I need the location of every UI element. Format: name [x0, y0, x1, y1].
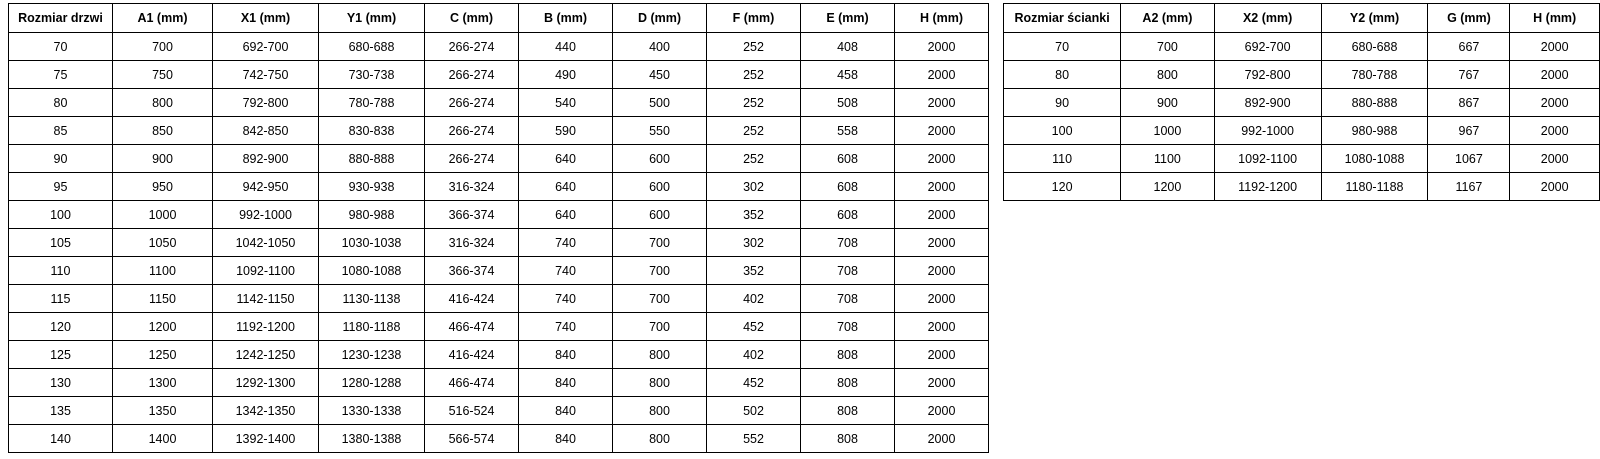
walls-column-header: X2 (mm)	[1214, 4, 1321, 33]
table-cell: 266-274	[425, 117, 519, 145]
table-cell: 540	[519, 89, 613, 117]
walls-column-header: Y2 (mm)	[1321, 4, 1428, 33]
table-cell: 366-374	[425, 201, 519, 229]
table-cell: 1080-1088	[319, 257, 425, 285]
table-cell: 808	[801, 369, 895, 397]
table-cell: 266-274	[425, 89, 519, 117]
table-cell: 808	[801, 341, 895, 369]
table-cell: 850	[113, 117, 213, 145]
table-cell: 700	[113, 33, 213, 61]
table-row	[1004, 33, 1600, 61]
table-cell: 1000	[113, 201, 213, 229]
table-cell: 1350	[113, 397, 213, 425]
table-cell: 402	[707, 341, 801, 369]
table-cell: 880-888	[319, 145, 425, 173]
table-cell: 508	[801, 89, 895, 117]
table-cell: 266-274	[425, 61, 519, 89]
table-cell: 252	[707, 33, 801, 61]
table-cell: 558	[801, 117, 895, 145]
table-cell: 1392-1400	[213, 425, 319, 453]
table-cell: 366-374	[425, 257, 519, 285]
table-cell: 680-688	[319, 33, 425, 61]
table-cell: 2000	[895, 117, 989, 145]
table-cell: 900	[113, 145, 213, 173]
table-cell: 780-788	[1321, 61, 1428, 89]
table-cell: 950	[113, 173, 213, 201]
table-cell: 1142-1150	[213, 285, 319, 313]
table-cell: 808	[801, 425, 895, 453]
table-cell: 1100	[1121, 145, 1214, 173]
table-cell: 120	[9, 313, 113, 341]
table-cell: 840	[519, 425, 613, 453]
table-cell: 316-324	[425, 229, 519, 257]
doors-column-header: E (mm)	[801, 4, 895, 33]
table-cell: 680-688	[1321, 33, 1428, 61]
table-cell: 452	[707, 369, 801, 397]
table-cell: 1150	[113, 285, 213, 313]
table-cell: 140	[9, 425, 113, 453]
table-cell: 800	[113, 89, 213, 117]
table-cell: 1130-1138	[319, 285, 425, 313]
table-cell: 780-788	[319, 89, 425, 117]
table-row	[9, 61, 989, 89]
table-cell: 1292-1300	[213, 369, 319, 397]
table-cell: 80	[1004, 61, 1121, 89]
table-cell: 316-324	[425, 173, 519, 201]
table-cell: 842-850	[213, 117, 319, 145]
table-cell: 135	[9, 397, 113, 425]
table-cell: 105	[9, 229, 113, 257]
table-cell: 352	[707, 257, 801, 285]
table-cell: 830-838	[319, 117, 425, 145]
table-cell: 1192-1200	[1214, 173, 1321, 201]
table-cell: 892-900	[1214, 89, 1321, 117]
table-cell: 70	[1004, 33, 1121, 61]
table-cell: 980-988	[1321, 117, 1428, 145]
table-cell: 302	[707, 229, 801, 257]
table-cell: 1030-1038	[319, 229, 425, 257]
table-cell: 2000	[895, 89, 989, 117]
table-cell: 608	[801, 173, 895, 201]
table-cell: 2000	[895, 369, 989, 397]
table-cell: 980-988	[319, 201, 425, 229]
walls-column-header: Rozmiar ścianki	[1004, 4, 1121, 33]
table-cell: 490	[519, 61, 613, 89]
table-cell: 800	[613, 369, 707, 397]
walls-column-header: H (mm)	[1510, 4, 1600, 33]
doors-column-header: Rozmiar drzwi	[9, 4, 113, 33]
table-cell: 1200	[113, 313, 213, 341]
table-cell: 2000	[1510, 173, 1600, 201]
table-cell: 708	[801, 285, 895, 313]
table-cell: 252	[707, 89, 801, 117]
table-cell: 2000	[1510, 145, 1600, 173]
table-row	[9, 117, 989, 145]
table-cell: 708	[801, 313, 895, 341]
table-cell: 700	[1121, 33, 1214, 61]
table-cell: 740	[519, 257, 613, 285]
table-cell: 1000	[1121, 117, 1214, 145]
table-cell: 408	[801, 33, 895, 61]
table-cell: 892-900	[213, 145, 319, 173]
table-cell: 1042-1050	[213, 229, 319, 257]
table-row	[9, 145, 989, 173]
table-cell: 1167	[1428, 173, 1510, 201]
table-cell: 708	[801, 257, 895, 285]
table-cell: 792-800	[1214, 61, 1321, 89]
table-cell: 566-574	[425, 425, 519, 453]
table-cell: 500	[613, 89, 707, 117]
table-cell: 2000	[895, 201, 989, 229]
table-cell: 692-700	[1214, 33, 1321, 61]
table-cell: 992-1000	[213, 201, 319, 229]
table-cell: 502	[707, 397, 801, 425]
table-cell: 2000	[1510, 33, 1600, 61]
doors-column-header: Y1 (mm)	[319, 4, 425, 33]
table-cell: 700	[613, 229, 707, 257]
table-cell: 840	[519, 369, 613, 397]
table-row	[1004, 145, 1600, 173]
table-cell: 2000	[895, 285, 989, 313]
table-cell: 590	[519, 117, 613, 145]
table-cell: 1180-1188	[319, 313, 425, 341]
table-cell: 400	[613, 33, 707, 61]
table-cell: 466-474	[425, 369, 519, 397]
table-cell: 600	[613, 145, 707, 173]
table-cell: 1280-1288	[319, 369, 425, 397]
table-cell: 1080-1088	[1321, 145, 1428, 173]
table-row	[9, 89, 989, 117]
table-cell: 692-700	[213, 33, 319, 61]
table-cell: 90	[1004, 89, 1121, 117]
table-header-row	[9, 4, 989, 33]
table-cell: 640	[519, 201, 613, 229]
table-cell: 130	[9, 369, 113, 397]
table-cell: 110	[1004, 145, 1121, 173]
table-cell: 2000	[895, 313, 989, 341]
doors-column-header: H (mm)	[895, 4, 989, 33]
table-cell: 640	[519, 145, 613, 173]
table-cell: 120	[1004, 173, 1121, 201]
table-row	[1004, 173, 1600, 201]
table-header-row	[1004, 4, 1600, 33]
table-cell: 302	[707, 173, 801, 201]
doors-column-header: X1 (mm)	[213, 4, 319, 33]
table-cell: 80	[9, 89, 113, 117]
table-cell: 2000	[1510, 61, 1600, 89]
table-cell: 967	[1428, 117, 1510, 145]
doors-column-header: F (mm)	[707, 4, 801, 33]
table-cell: 452	[707, 313, 801, 341]
walls-dimensions-table-container	[1003, 3, 1600, 201]
table-cell: 416-424	[425, 341, 519, 369]
table-cell: 800	[1121, 61, 1214, 89]
table-cell: 2000	[895, 341, 989, 369]
table-row	[1004, 117, 1600, 145]
table-row	[9, 369, 989, 397]
table-cell: 942-950	[213, 173, 319, 201]
table-cell: 266-274	[425, 145, 519, 173]
table-cell: 750	[113, 61, 213, 89]
table-cell: 1230-1238	[319, 341, 425, 369]
table-cell: 730-738	[319, 61, 425, 89]
table-cell: 516-524	[425, 397, 519, 425]
table-cell: 767	[1428, 61, 1510, 89]
table-row	[9, 285, 989, 313]
table-cell: 266-274	[425, 33, 519, 61]
table-cell: 100	[9, 201, 113, 229]
table-row	[9, 257, 989, 285]
table-cell: 740	[519, 229, 613, 257]
walls-column-header: A2 (mm)	[1121, 4, 1214, 33]
table-cell: 110	[9, 257, 113, 285]
table-cell: 458	[801, 61, 895, 89]
table-cell: 1380-1388	[319, 425, 425, 453]
table-cell: 600	[613, 201, 707, 229]
table-cell: 700	[613, 285, 707, 313]
table-cell: 252	[707, 117, 801, 145]
table-cell: 1400	[113, 425, 213, 453]
table-cell: 402	[707, 285, 801, 313]
table-cell: 1092-1100	[213, 257, 319, 285]
table-cell: 1067	[1428, 145, 1510, 173]
table-cell: 930-938	[319, 173, 425, 201]
table-row	[9, 341, 989, 369]
table-cell: 85	[9, 117, 113, 145]
table-cell: 708	[801, 229, 895, 257]
table-body	[9, 33, 989, 453]
table-cell: 640	[519, 173, 613, 201]
doors-column-header: C (mm)	[425, 4, 519, 33]
table-cell: 1300	[113, 369, 213, 397]
table-cell: 900	[1121, 89, 1214, 117]
table-cell: 700	[613, 313, 707, 341]
table-cell: 992-1000	[1214, 117, 1321, 145]
table-cell: 840	[519, 397, 613, 425]
table-cell: 2000	[1510, 89, 1600, 117]
table-cell: 466-474	[425, 313, 519, 341]
table-cell: 1050	[113, 229, 213, 257]
table-cell: 100	[1004, 117, 1121, 145]
doors-column-header: A1 (mm)	[113, 4, 213, 33]
table-cell: 800	[613, 425, 707, 453]
table-cell: 800	[613, 341, 707, 369]
table-cell: 1250	[113, 341, 213, 369]
table-cell: 742-750	[213, 61, 319, 89]
table-row	[9, 33, 989, 61]
table-cell: 1200	[1121, 173, 1214, 201]
table-cell: 2000	[895, 257, 989, 285]
table-row	[9, 173, 989, 201]
table-row	[9, 425, 989, 453]
table-cell: 608	[801, 145, 895, 173]
doors-dimensions-table-container	[8, 3, 989, 453]
doors-column-header: B (mm)	[519, 4, 613, 33]
table-cell: 252	[707, 145, 801, 173]
table-row	[9, 229, 989, 257]
table-cell: 1092-1100	[1214, 145, 1321, 173]
table-cell: 416-424	[425, 285, 519, 313]
table-cell: 2000	[895, 173, 989, 201]
table-cell: 608	[801, 201, 895, 229]
table-cell: 840	[519, 341, 613, 369]
table-cell: 740	[519, 313, 613, 341]
table-cell: 667	[1428, 33, 1510, 61]
table-cell: 792-800	[213, 89, 319, 117]
table-cell: 740	[519, 285, 613, 313]
table-cell: 550	[613, 117, 707, 145]
table-cell: 125	[9, 341, 113, 369]
table-cell: 75	[9, 61, 113, 89]
table-cell: 2000	[895, 145, 989, 173]
table-cell: 808	[801, 397, 895, 425]
table-body	[1004, 33, 1600, 201]
table-cell: 600	[613, 173, 707, 201]
table-cell: 2000	[1510, 117, 1600, 145]
table-cell: 2000	[895, 229, 989, 257]
table-row	[9, 313, 989, 341]
walls-column-header: G (mm)	[1428, 4, 1510, 33]
table-cell: 700	[613, 257, 707, 285]
table-cell: 70	[9, 33, 113, 61]
table-cell: 1242-1250	[213, 341, 319, 369]
table-cell: 352	[707, 201, 801, 229]
table-cell: 800	[613, 397, 707, 425]
table-cell: 2000	[895, 397, 989, 425]
table-cell: 1100	[113, 257, 213, 285]
table-cell: 2000	[895, 61, 989, 89]
doors-dimensions-table	[8, 3, 989, 453]
table-row	[1004, 89, 1600, 117]
table-cell: 880-888	[1321, 89, 1428, 117]
table-cell: 95	[9, 173, 113, 201]
table-cell: 90	[9, 145, 113, 173]
table-row	[1004, 61, 1600, 89]
table-cell: 252	[707, 61, 801, 89]
table-cell: 1192-1200	[213, 313, 319, 341]
table-cell: 450	[613, 61, 707, 89]
table-row	[9, 397, 989, 425]
table-cell: 1342-1350	[213, 397, 319, 425]
table-cell: 115	[9, 285, 113, 313]
table-cell: 2000	[895, 33, 989, 61]
table-cell: 867	[1428, 89, 1510, 117]
table-row	[9, 201, 989, 229]
doors-column-header: D (mm)	[613, 4, 707, 33]
walls-dimensions-table	[1003, 3, 1600, 201]
table-cell: 1180-1188	[1321, 173, 1428, 201]
table-cell: 440	[519, 33, 613, 61]
table-cell: 2000	[895, 425, 989, 453]
table-cell: 1330-1338	[319, 397, 425, 425]
table-cell: 552	[707, 425, 801, 453]
